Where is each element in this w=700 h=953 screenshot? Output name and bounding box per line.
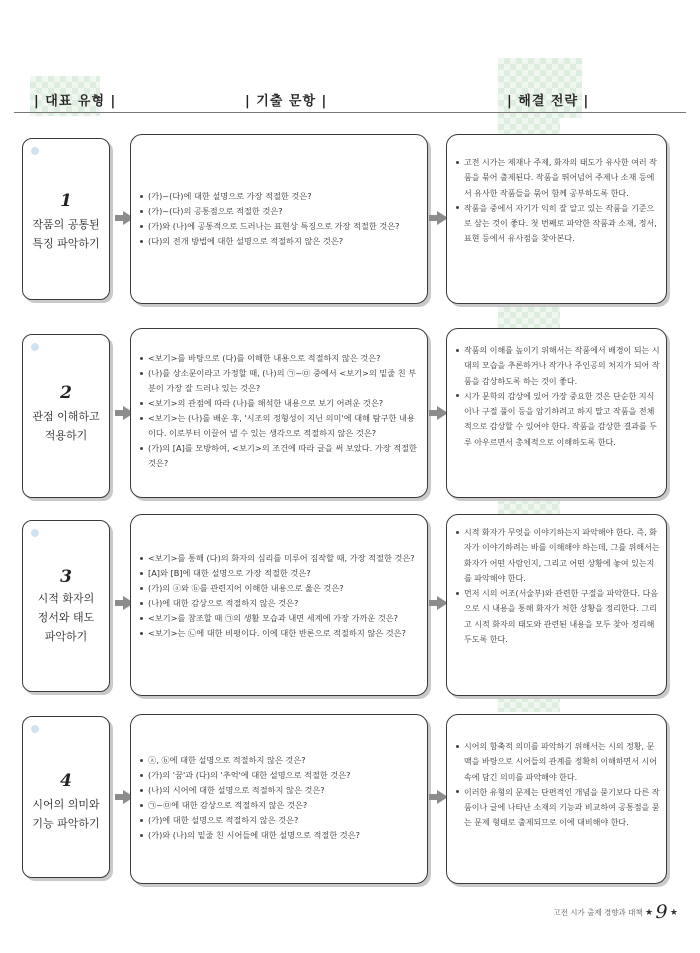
strategy-item: 시가 문학의 감상에 있어 가장 중요한 것은 단순한 지식이나 구절 풀이 등을 암기하려고 하지 말고 작품을 전체적으로 감상할 수 있어야 한다. 작품을 감상한 결과를 두루 아우르면서 총체적으로 이해하도록 한다.	[455, 389, 660, 450]
question-item: (가)의 [A]를 모방하여, <보기>의 조건에 따라 글을 써 보았다. 가장 적절한 것은?	[139, 441, 421, 471]
strategy-box-4	[446, 714, 667, 884]
question-item: <보기>는 ㉡에 대한 비평이다. 이에 대한 반론으로 적절하지 않은 것은?	[139, 626, 421, 641]
type-number: 4	[60, 771, 72, 791]
type-card-2	[22, 334, 110, 498]
star-icon: ★	[669, 908, 678, 918]
question-item: (가)~(다)의 공통점으로 적절한 것은?	[139, 204, 421, 219]
strategy-item: 작품을 중에서 자기가 익히 잘 알고 있는 작품을 기준으로 삼는 것이 좋다. 첫 번째로 파악한 작품과 소재, 정서, 표현 등에서 유사점을 찾아본다.	[455, 201, 660, 247]
question-item: ⓐ, ⓑ에 대한 설명으로 적절하지 않은 것은?	[139, 753, 421, 768]
question-box-4	[130, 714, 428, 884]
question-item: <보기>는 (나)를 배운 후, '시조의 정형성이 지닌 의미'에 대해 탐구한 내용이다. 이로부터 이끌어 낼 수 있는 생각으로 적절하지 않은 것은?	[139, 411, 421, 441]
header-questions: | 기출 문항 |	[245, 94, 328, 109]
card-dot-icon	[31, 343, 39, 351]
question-list	[139, 753, 421, 843]
strategy-list	[455, 155, 660, 247]
type-number: 1	[60, 191, 72, 211]
header-type: | 대표 유형 |	[34, 94, 117, 109]
strategy-box-3	[446, 514, 667, 696]
question-item: (가)와 (나)에 공통적으로 드러나는 표현상 특징으로 가장 적절한 것은?	[139, 219, 421, 234]
type-number: 2	[60, 383, 72, 403]
question-item: (다)의 전개 방법에 대한 설명으로 적절하지 않은 것은?	[139, 234, 421, 249]
strategy-list	[455, 525, 660, 647]
type-title: 관점 이해하고 적용하기	[32, 410, 100, 442]
card-dot-icon	[31, 725, 39, 733]
question-item: <보기>의 관점에 따라 (나)를 해석한 내용으로 보기 어려운 것은?	[139, 396, 421, 411]
question-item: (나)를 상소문이라고 가정할 때, (나)의 ㉠~㉤ 중에서 <보기>의 밑줄 친 부분이 가장 잘 드러나 있는 것은?	[139, 366, 421, 396]
card-dot-icon	[31, 529, 39, 537]
type-card-3	[22, 520, 110, 692]
header-strategy: | 해결 전략 |	[507, 94, 590, 109]
type-card-4	[22, 716, 110, 878]
strategy-item: 고전 시가는 제재나 주제, 화자의 태도가 유사한 여러 작품을 묶어 출제된다. 작품을 뛰어넘어 주제나 소재 등에서 유사한 작품들을 묶어 함께 공부하도록 한다.	[455, 155, 660, 201]
strategy-pattern-2	[498, 306, 560, 328]
question-list	[139, 189, 421, 249]
strategy-item: 먼저 시의 어조(서술부)와 관련한 구절을 파악한다. 다음으로 시 내용을 통해 화자가 처한 상황을 정리한다. 그리고 시적 화자의 태도와 관련된 내용을 모두 찾아 정리해 두도록 한다.	[455, 586, 660, 647]
header-rule	[14, 112, 686, 113]
strategy-box-1	[446, 134, 667, 304]
star-icon: ★	[644, 908, 654, 918]
strategy-box-2	[446, 328, 667, 498]
question-box-3	[130, 514, 428, 696]
question-item: (가)의 '꿈'과 (다)의 '추억'에 대한 설명으로 적절한 것은?	[139, 768, 421, 783]
type-title: 시어의 의미와 기능 파악하기	[32, 798, 100, 830]
question-item: (가)와 (나)의 밑줄 친 시어들에 대한 설명으로 적절한 것은?	[139, 828, 421, 843]
footer-text: 고전 시가 출제 경향과 대책	[553, 908, 643, 917]
strategy-item: 이러한 유형의 문제는 단편적인 개념을 묻기보다 다른 작품이나 글에 나타난 소재의 기능과 비교하여 공통점을 묻는 문제 형태로 출제되므로 이에 대비해야 한다.	[455, 785, 660, 831]
strategy-list	[455, 739, 660, 831]
strategy-pattern-1	[498, 118, 560, 134]
question-item: (가)~(다)에 대한 설명으로 가장 적절한 것은?	[139, 189, 421, 204]
question-item: <보기>를 바탕으로 (다)를 이해한 내용으로 적절하지 않은 것은?	[139, 351, 421, 366]
question-item: <보기>를 참조할 때 ㉠의 생활 모습과 내면 세계에 가장 가까운 것은?	[139, 611, 421, 626]
type-title: 시적 화자의 정서와 태도 파악하기	[37, 592, 95, 643]
strategy-item: 작품의 이해를 높이기 위해서는 작품에서 배경이 되는 시대의 모습을 추론하거나 작가나 주인공의 처지가 되어 작품을 감상하도록 하는 것이 좋다.	[455, 343, 660, 389]
question-item: <보기>를 통해 (다)의 화자의 심리를 미루어 짐작할 때, 가장 적절한 것은?	[139, 551, 421, 566]
strategy-item: 시적 화자가 무엇을 이야기하는지 파악해야 한다. 즉, 화자가 이야기하려는 바를 이해해야 하는데, 그를 위해서는 화자가 어떤 사람인지, 그리고 어떤 상황에 놓여 있는지를 파악해야 한다.	[455, 525, 660, 586]
question-item: (가)의 ⓐ와 ⓑ를 관련지어 이해한 내용으로 옳은 것은?	[139, 581, 421, 596]
page-footer	[440, 901, 678, 923]
page-number: 9	[655, 901, 668, 923]
question-list	[139, 351, 421, 471]
question-item: (나)에 대한 감상으로 적절하지 않은 것은?	[139, 596, 421, 611]
type-title: 작품의 공통된 특징 파악하기	[32, 218, 100, 250]
header-pattern-right	[498, 58, 582, 118]
card-dot-icon	[31, 147, 39, 155]
question-list	[139, 551, 421, 641]
question-item: (가)에 대한 설명으로 적절하지 않은 것은?	[139, 813, 421, 828]
question-item: [A]와 [B]에 대한 설명으로 가장 적절한 것은?	[139, 566, 421, 581]
question-box-2	[130, 328, 428, 498]
question-box-1	[130, 134, 428, 304]
strategy-item: 시어의 함축적 의미를 파악하기 위해서는 시의 정황, 문맥을 바탕으로 시어들의 관계를 정확히 이해하면서 시어 속에 담긴 의미를 파악해야 한다.	[455, 739, 660, 785]
type-card-1	[22, 138, 110, 300]
question-item: (나)의 시어에 대한 설명으로 적절하지 않은 것은?	[139, 783, 421, 798]
question-item: ㉠~㉤에 대한 감상으로 적절하지 않은 것은?	[139, 798, 421, 813]
strategy-list	[455, 343, 660, 450]
type-number: 3	[60, 567, 72, 587]
